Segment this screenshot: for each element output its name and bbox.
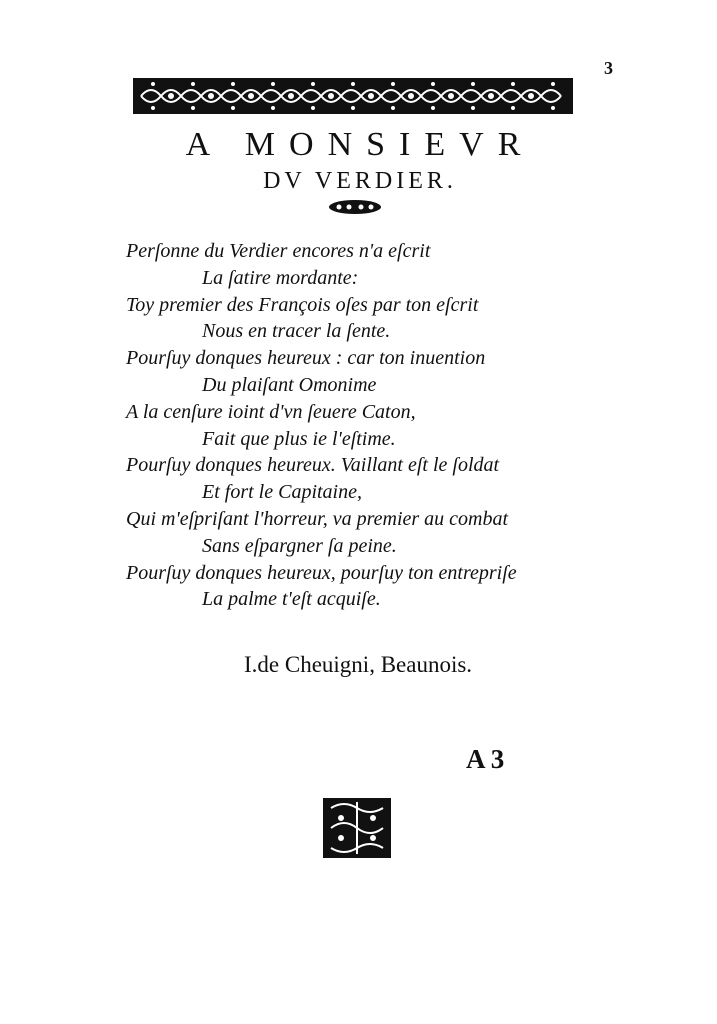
poem-line: Perſonne du Verdier encores n'a eſcrit bbox=[126, 240, 431, 262]
fleuron-icon bbox=[325, 198, 385, 216]
poem-line: Du plaiſant Omonime bbox=[202, 373, 377, 396]
title-line-1: A MONSIEVR bbox=[185, 126, 535, 163]
signature-mark: A 3 bbox=[466, 744, 505, 774]
tailpiece-ornament bbox=[317, 796, 397, 860]
poem-line: Nous en tracer la ſente. bbox=[202, 320, 391, 343]
poem-line: Et fort le Capitaine, bbox=[202, 481, 362, 504]
page-number: 3 bbox=[604, 58, 613, 78]
poem bbox=[126, 238, 566, 613]
poem-line: Pourſuy donques heureux. Vaillant eſt le ſoldat bbox=[126, 454, 500, 477]
poem-line: Sans eſpargner ſa peine. bbox=[202, 534, 397, 557]
signature: I.de Cheuigni, Beaunois. bbox=[244, 652, 473, 677]
poem-line: Qui m'eſpriſant l'horreur, va premier au combat bbox=[126, 507, 509, 530]
poem-line: Toy premier des François oſes par ton eſcrit bbox=[126, 293, 479, 316]
poem-line: Pourſuy donques heureux : car ton inuention bbox=[126, 347, 486, 370]
title-line-2: DV VERDIER. bbox=[263, 168, 457, 194]
poem-line: Fait que plus ie l'eſtime. bbox=[202, 427, 396, 450]
poem-line: La palme t'eſt acquiſe. bbox=[202, 588, 381, 611]
poem-line: Pourſuy donques heureux, pourſuy ton entrepriſe bbox=[126, 561, 517, 584]
poem-line: A la cenſure ioint d'vn ſeuere Caton, bbox=[126, 400, 416, 423]
headpiece-ornament bbox=[133, 78, 573, 114]
poem-line: La ſatire mordante: bbox=[202, 266, 359, 289]
